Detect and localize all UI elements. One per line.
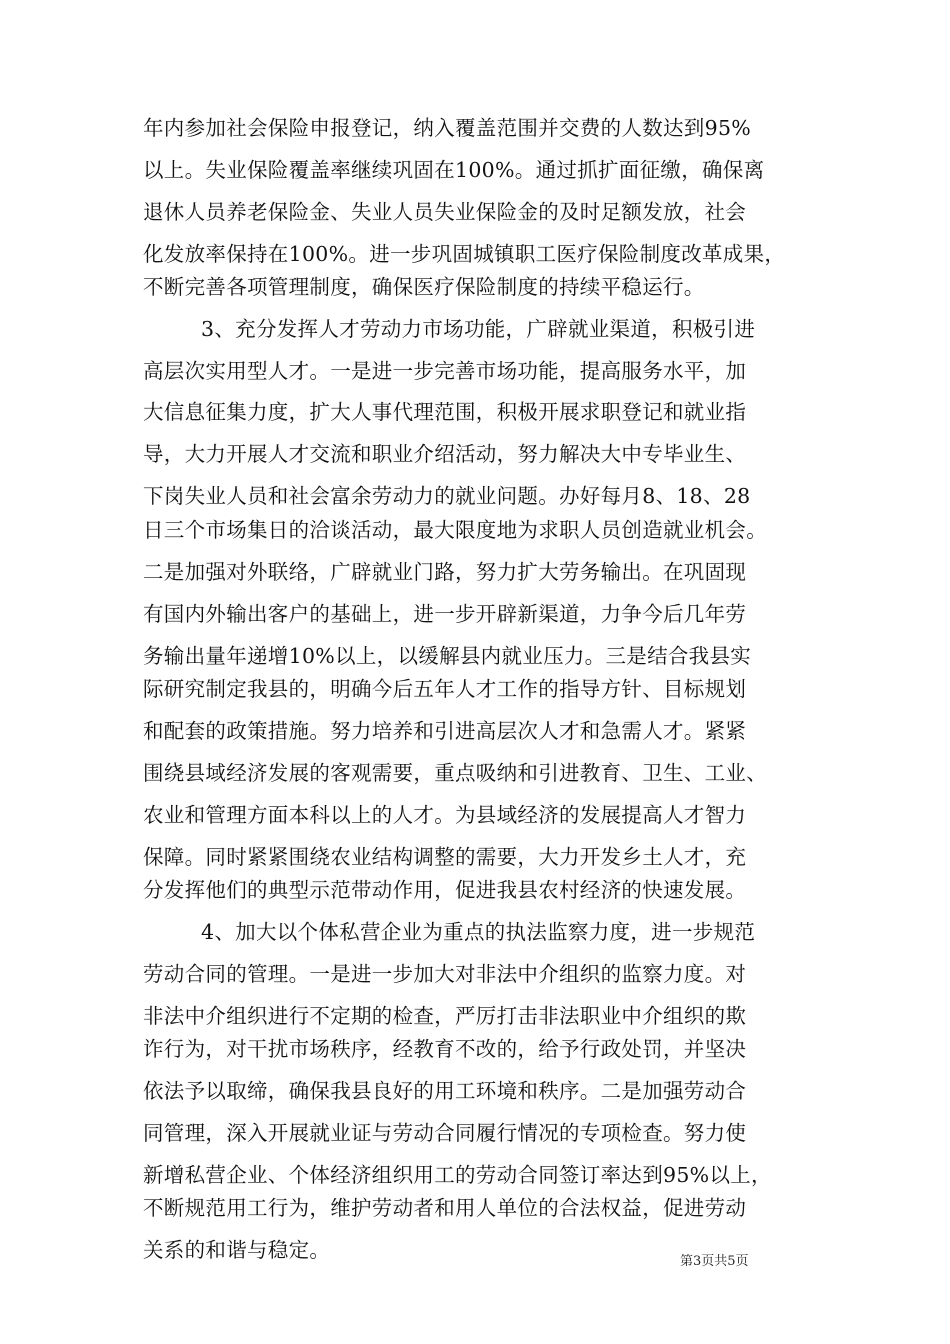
- text-line: 同管理，深入开展就业证与劳动合同履行情况的专项检查。努力使: [143, 1121, 747, 1145]
- text-line: 导，大力开展人才交流和职业介绍活动，努力解决大中专毕业生、: [143, 442, 747, 466]
- text-line: 年内参加社会保险申报登记，纳入覆盖范围并交费的人数达到95%: [143, 116, 752, 140]
- text-line: 分发挥他们的典型示范带动作用，促进我县农村经济的快速发展。: [143, 878, 747, 902]
- text-line: 和配套的政策措施。努力培养和引进高层次人才和急需人才。紧紧: [143, 719, 747, 743]
- text-line: 保障。同时紧紧围绕农业结构调整的需要，大力开发乡土人才，充: [143, 845, 747, 869]
- text-line: 化发放率保持在100%。进一步巩固城镇职工医疗保险制度改革成果，: [143, 242, 786, 266]
- text-line: 诈行为，对干扰市场秩序，经教育不改的，给予行政处罚，并坚决: [143, 1037, 747, 1061]
- text-line: 不断规范用工行为，维护劳动者和用人单位的合法权益，促进劳动: [143, 1196, 747, 1220]
- text-line: 有国内外输出客户的基础上，进一步开辟新渠道，力争今后几年劳: [143, 602, 747, 626]
- text-line: 际研究制定我县的，明确今后五年人才工作的指导方针、目标规划: [143, 677, 747, 701]
- text-line: 大信息征集力度，扩大人事代理范围，积极开展求职登记和就业指: [143, 400, 747, 424]
- text-line: 劳动合同的管理。一是进一步加大对非法中介组织的监察力度。对: [143, 962, 747, 986]
- text-line: 不断完善各项管理制度，确保医疗保险制度的持续平稳运行。: [143, 275, 705, 299]
- text-line: 退休人员养老保险金、失业人员失业保险金的及时足额发放，社会: [143, 200, 747, 224]
- text-line: 依法予以取缔，确保我县良好的用工环境和秩序。二是加强劳动合: [143, 1079, 747, 1103]
- text-line: 关系的和谐与稳定。: [143, 1238, 331, 1262]
- text-line: 以上。失业保险覆盖率继续巩固在100%。通过抓扩面征缴，确保离: [143, 158, 765, 182]
- text-line: 日三个市场集日的洽谈活动，最大限度地为求职人员创造就业机会。: [143, 518, 767, 542]
- page-number-footer: 第3页共5页: [680, 1254, 749, 1269]
- text-line: 新增私营企业、个体经济组织用工的劳动合同签订率达到95%以上，: [143, 1163, 772, 1187]
- text-line: 农业和管理方面本科以上的人才。为县域经济的发展提高人才智力: [143, 803, 747, 827]
- text-line: 二是加强对外联络，广辟就业门路，努力扩大劳务输出。在巩固现: [143, 560, 747, 584]
- paragraph-4-first-line: 4、加大以个体私营企业为重点的执法监察力度，进一步规范: [201, 920, 756, 944]
- paragraph-3-first-line: 3、充分发挥人才劳动力市场功能，广辟就业渠道，积极引进: [201, 317, 756, 341]
- text-line: 下岗失业人员和社会富余劳动力的就业问题。办好每月8、18、28: [143, 484, 751, 508]
- text-line: 围绕县域经济发展的客观需要，重点吸纳和引进教育、卫生、工业、: [143, 761, 767, 785]
- text-line: 高层次实用型人才。一是进一步完善市场功能，提高服务水平，加: [143, 359, 747, 383]
- text-line: 务输出量年递增10%以上，以缓解县内就业压力。三是结合我县实: [143, 644, 752, 668]
- text-line: 非法中介组织进行不定期的检查，严厉打击非法职业中介组织的欺: [143, 1004, 747, 1028]
